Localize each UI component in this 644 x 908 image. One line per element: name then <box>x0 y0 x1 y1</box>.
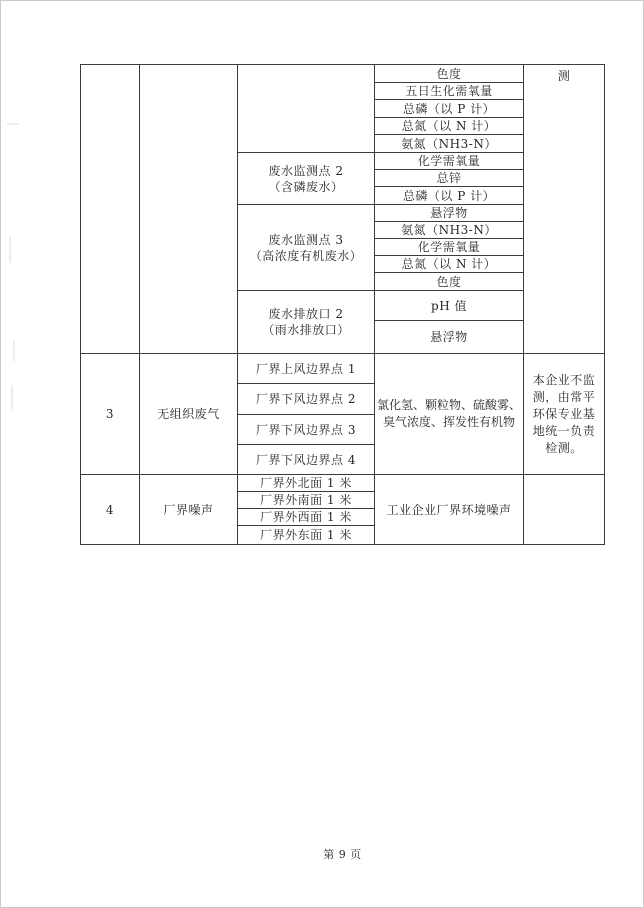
point-cell <box>237 152 375 205</box>
page-number: 第 9 页 <box>323 848 362 861</box>
category-cell: 厂界噪声 <box>139 474 238 545</box>
item-cell: 氨氮（NH3-N） <box>374 134 524 153</box>
point-cell <box>237 204 375 291</box>
item-line: 臭气浓度、挥发性有机物 <box>382 415 515 429</box>
point-note: （雨水排放口） <box>262 323 350 337</box>
remark-line: 本企业不监 <box>532 372 596 387</box>
item-cell: 化学需氧量 <box>374 152 524 170</box>
item-cell: 悬浮物 <box>374 204 524 222</box>
point-name: 废水监测点 2 <box>268 163 344 178</box>
point-cell: 厂界上风边界点 1 <box>237 353 375 384</box>
remark-cell <box>523 474 605 545</box>
scan-mark <box>9 237 11 263</box>
item-cell: 总磷（以 P 计） <box>374 99 524 118</box>
item-cell: 总锌 <box>374 169 524 187</box>
scan-mark <box>13 341 15 361</box>
remark-cell: 测 <box>523 64 605 354</box>
item-cell: 总氮（以 N 计） <box>374 255 524 273</box>
item-cell <box>374 474 524 545</box>
item-cell: 化学需氧量 <box>374 238 524 256</box>
scan-mark <box>7 123 19 125</box>
category-cell: 无组织废气 <box>139 353 238 475</box>
item-cell: 五日生化需氧量 <box>374 82 524 100</box>
point-name: 废水排放口 2 <box>268 307 344 321</box>
point-cell: 厂界外北面 1 米 <box>237 474 375 492</box>
item-cell: 悬浮物 <box>374 320 524 354</box>
item-cell: 色度 <box>374 272 524 291</box>
row-number: 3 <box>80 353 140 475</box>
remark-cell <box>523 353 605 475</box>
remark-line: 地统一负责 <box>532 423 596 438</box>
item-cell: pH 值 <box>374 290 524 321</box>
row-number: 4 <box>80 474 140 545</box>
item-cell: 总氮（以 N 计） <box>374 117 524 135</box>
point-cell: 厂界下风边界点 4 <box>237 444 375 475</box>
point-name: 废水监测点 3 <box>268 232 344 247</box>
item-cell: 总磷（以 P 计） <box>374 186 524 205</box>
point-cell: 厂界下风边界点 2 <box>237 383 375 415</box>
point-cell: 厂界外南面 1 米 <box>237 491 375 509</box>
point-cell <box>237 290 375 354</box>
item-line: 工业企业厂界环境噪声 <box>386 502 512 517</box>
point-cell: 厂界外西面 1 米 <box>237 508 375 526</box>
remark-line: 检测。 <box>545 440 583 455</box>
cell-no-continued <box>80 64 140 354</box>
cell-category-continued <box>139 64 238 354</box>
point-cell: 厂界下风边界点 3 <box>237 414 375 445</box>
remark-line: 测，由常平 <box>532 389 596 404</box>
scan-mark <box>11 385 13 409</box>
remark-line: 环保专业基 <box>532 406 596 421</box>
point-cell-continued <box>237 64 375 153</box>
point-note: （含磷废水） <box>268 179 344 194</box>
item-cell: 氨氮（NH3-N） <box>374 221 524 239</box>
item-line: 氯化氢、颗粒物、硫酸雾、 <box>376 398 521 412</box>
point-note: （高浓度有机废水） <box>249 248 363 263</box>
item-cell: 色度 <box>374 64 524 83</box>
item-cell <box>374 353 524 475</box>
point-cell: 厂界外东面 1 米 <box>237 525 375 545</box>
